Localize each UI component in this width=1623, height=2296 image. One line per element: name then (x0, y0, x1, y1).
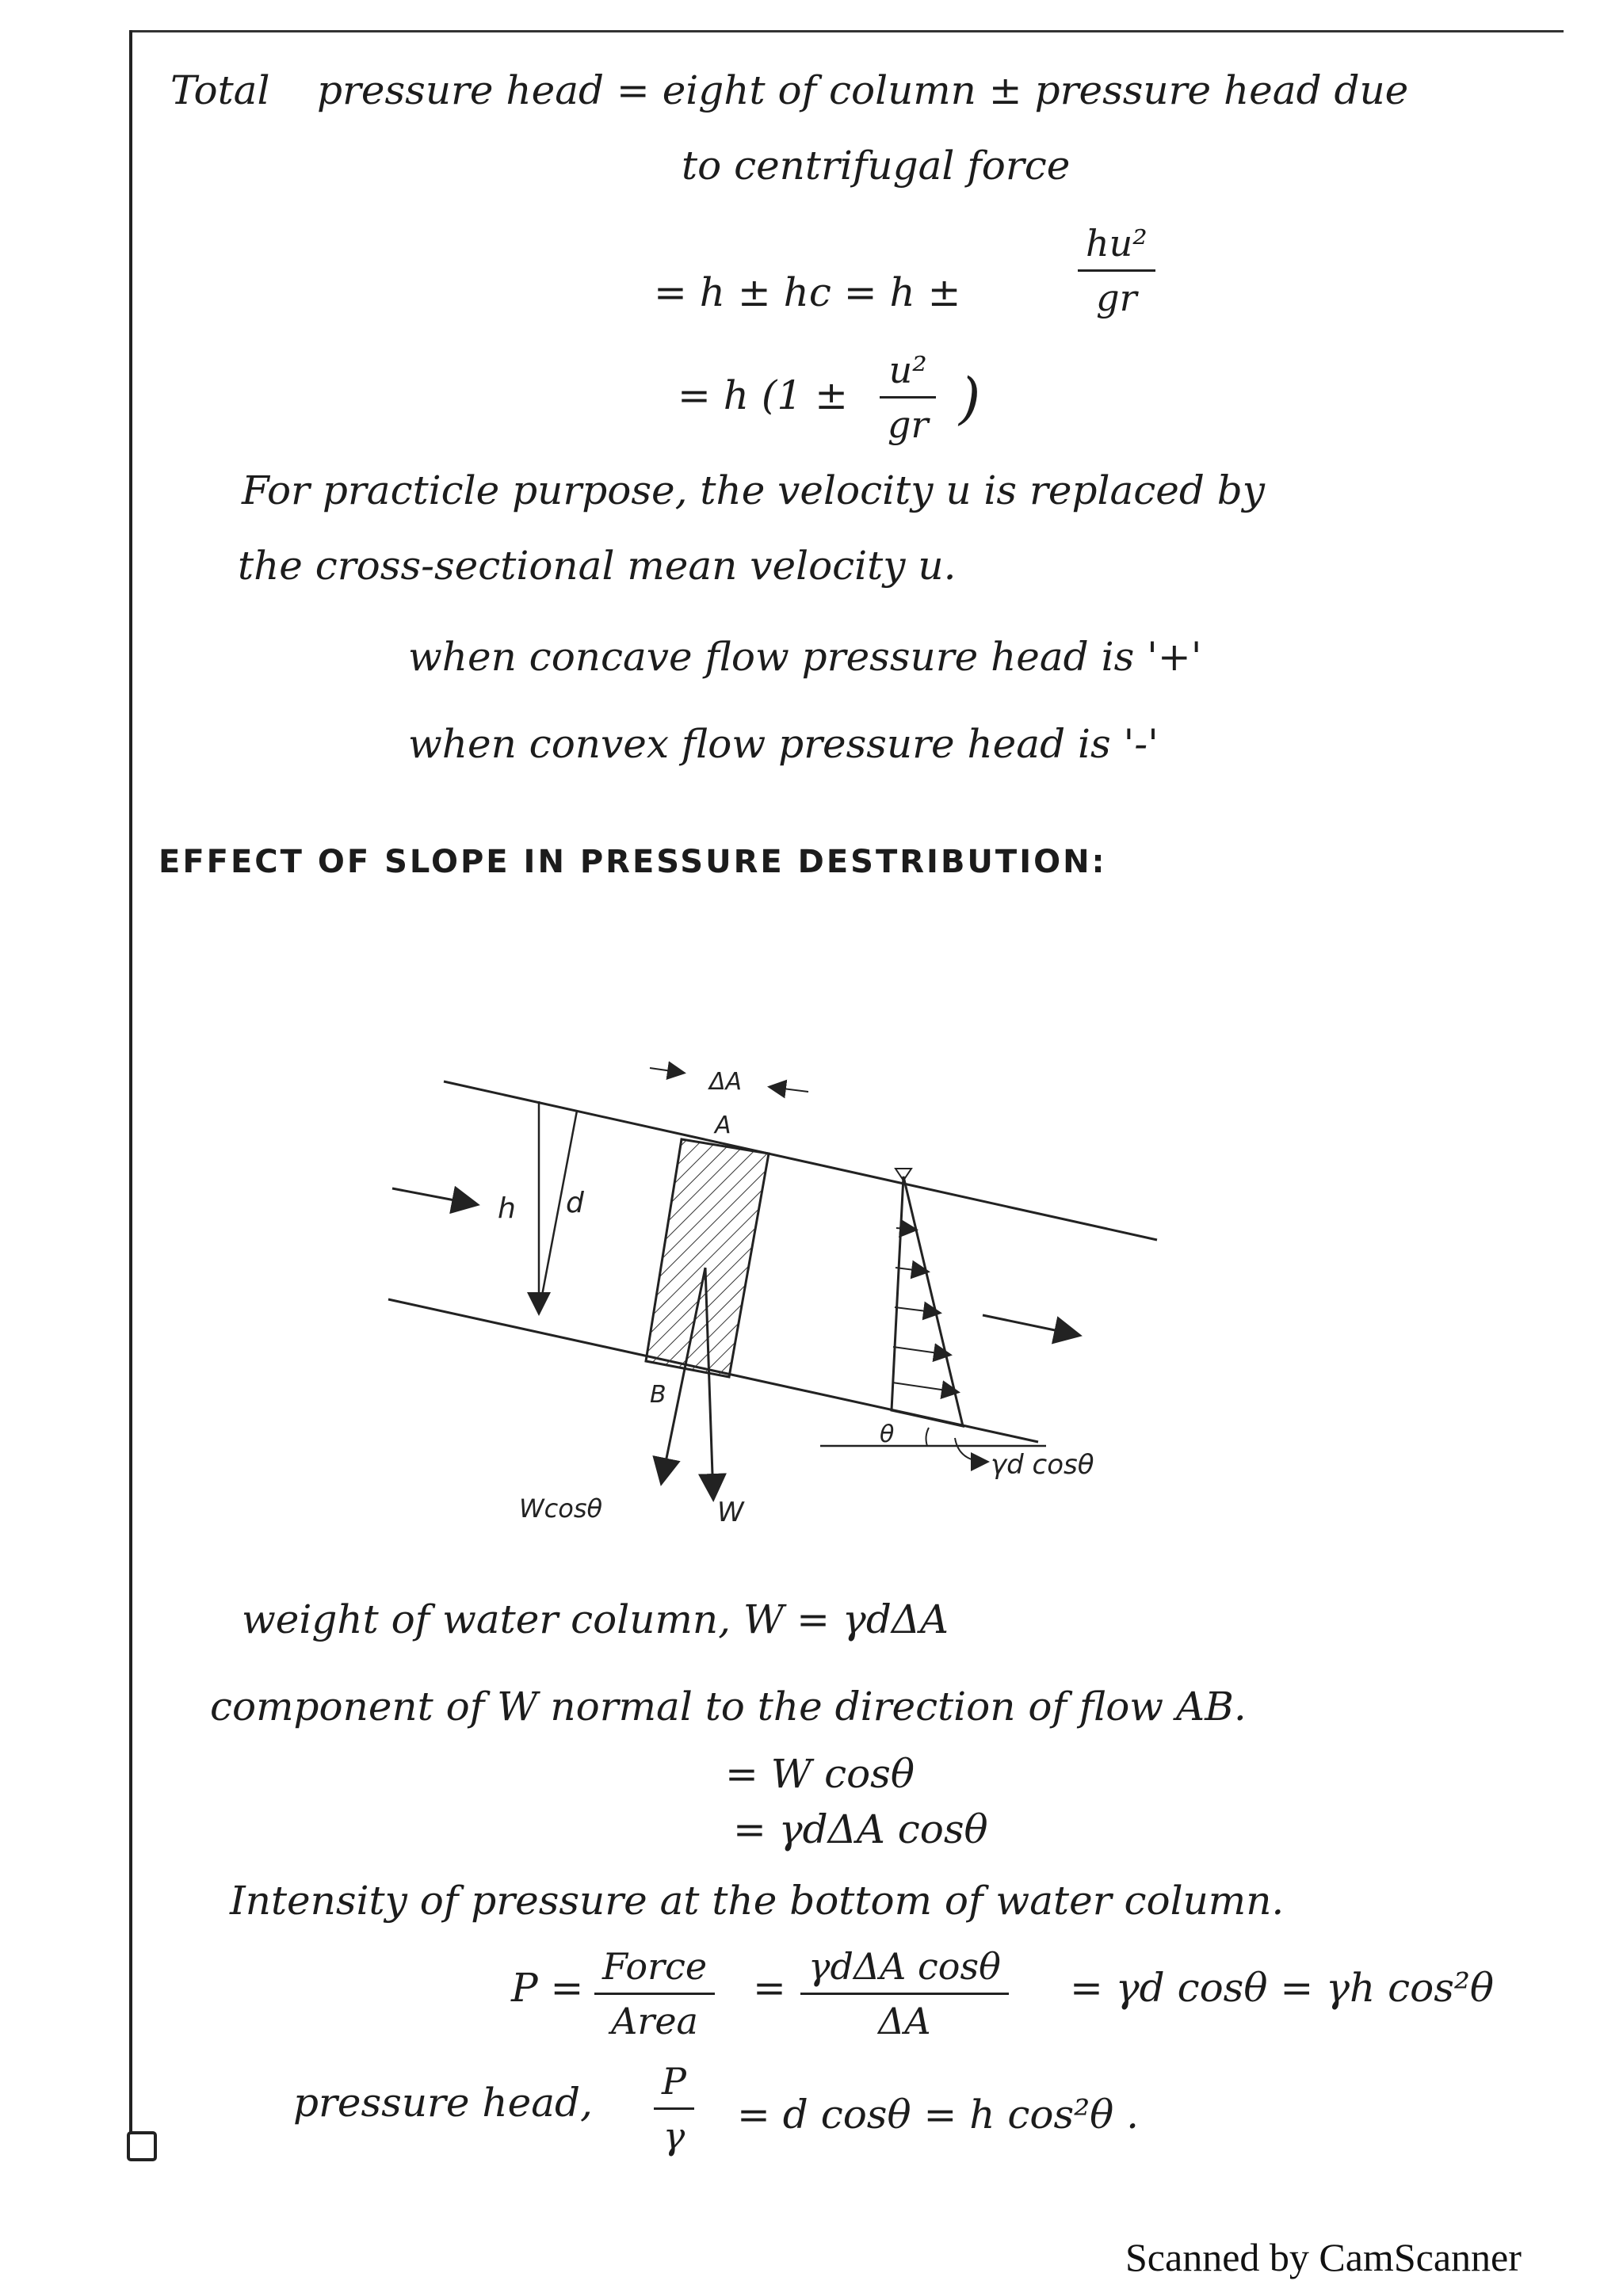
label-wcos: Wcosθ (519, 1493, 603, 1524)
pressure-distribution-triangle (892, 1177, 963, 1426)
page-top-rule (129, 30, 1564, 32)
equation-1-lhs: = h ± hc = h ± (654, 269, 961, 315)
delta-a-left-arrow (650, 1068, 683, 1073)
pressure-derivation-numerator: γdΔA cosθ (808, 1945, 1001, 1988)
equation-2-rhs: ) (959, 366, 981, 431)
label-a: A (715, 1112, 731, 1139)
base-pressure-leader (955, 1438, 987, 1462)
pressure-head-rhs: = d cosθ = h cos²θ . (737, 2092, 1140, 2138)
pressure-head-numerator: P (662, 2060, 686, 2103)
equation-3: = W cosθ (725, 1751, 915, 1797)
inflow-arrow (392, 1188, 475, 1204)
pressure-arrow (895, 1307, 939, 1313)
pressure-head-denominator: γ (654, 2107, 694, 2157)
pressure-arrow (896, 1268, 927, 1272)
equation-1-fraction (1078, 222, 1155, 319)
binder-hole (127, 2131, 157, 2161)
free-surface-line (444, 1081, 1157, 1240)
margin-rule (129, 30, 132, 2147)
pressure-arrow (892, 1383, 957, 1392)
force-over-area-fraction (594, 1945, 715, 2042)
outflow-arrow (983, 1315, 1078, 1335)
pressure-arrow (893, 1347, 949, 1355)
equation-1-denominator: gr (1078, 269, 1155, 319)
label-h: h (498, 1192, 516, 1225)
pressure-head-fraction (654, 2060, 694, 2157)
pressure-arrow (896, 1228, 915, 1230)
label-w: W (717, 1497, 744, 1528)
pressure-eq-equals: = (753, 1965, 786, 2011)
equation-1-numerator: hu² (1086, 222, 1148, 265)
label-gamma-d-cos: γd cosθ (991, 1449, 1094, 1481)
note-line-1a: Total (170, 67, 270, 113)
equation-4: = γdΔA cosθ (733, 1806, 988, 1852)
pressure-derivation-fraction (800, 1945, 1009, 2042)
area-denominator: Area (594, 1993, 715, 2042)
concave-note: when concave flow pressure head is '+' (408, 634, 1202, 680)
note-line-1b: pressure head = eight of column ± pressure head due (317, 67, 1409, 113)
delta-a-right-arrow (770, 1087, 808, 1092)
pressure-eq-lhs: P = (511, 1965, 584, 2011)
pressure-eq-rhs: = γd cosθ = γh cos²θ (1070, 1965, 1495, 2011)
pressure-head-lhs: pressure head, (293, 2080, 593, 2126)
equation-2-numerator: u² (888, 349, 927, 391)
paragraph-line-1: For practicle purpose, the velocity u is replaced by (242, 467, 1266, 513)
theta-arc (926, 1428, 929, 1446)
label-d: d (566, 1187, 584, 1219)
label-theta: θ (880, 1421, 895, 1448)
weight-line: weight of water column, W = γdΔA (242, 1596, 949, 1642)
note-line-2: to centrifugal force (682, 143, 1071, 189)
pressure-derivation-denominator: ΔA (800, 1993, 1009, 2042)
scanner-watermark: Scanned by CamScanner (1125, 2235, 1522, 2279)
force-numerator: Force (602, 1945, 708, 1988)
label-b: B (650, 1381, 666, 1409)
section-heading: EFFECT OF SLOPE IN PRESSURE DESTRIBUTION: (158, 844, 1107, 880)
convex-note: when convex flow pressure head is '-' (408, 721, 1159, 767)
equation-2-lhs: = h (1 ± (678, 372, 848, 418)
paragraph-line-2: the cross-sectional mean velocity u. (238, 543, 957, 589)
slope-pressure-diagram (357, 1046, 1228, 1553)
equation-2-fraction (880, 349, 936, 446)
component-line: component of W normal to the direction of flow AB. (210, 1684, 1247, 1730)
label-delta-a: ΔA (709, 1068, 743, 1096)
equation-2-denominator: gr (880, 396, 936, 446)
intensity-line: Intensity of pressure at the bottom of water column. (230, 1878, 1285, 1924)
